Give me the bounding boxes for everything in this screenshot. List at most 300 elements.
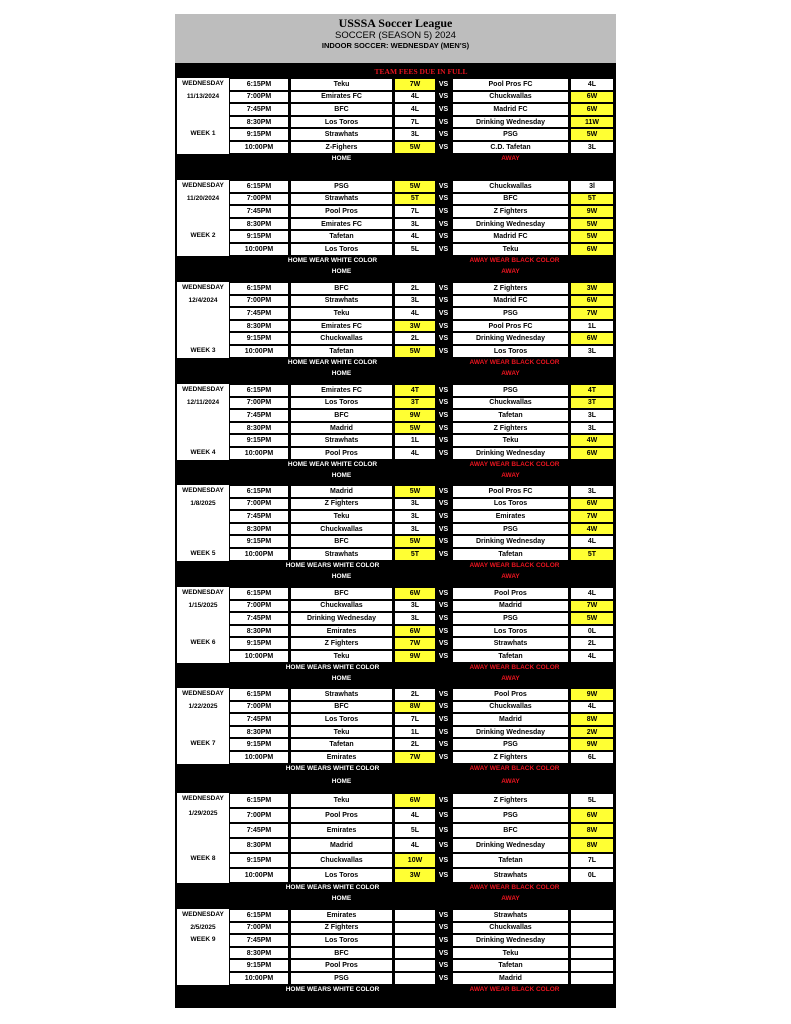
vs-label: VS: [438, 538, 449, 546]
week-number: WEEK 1: [190, 130, 216, 138]
vs-label: VS: [438, 182, 449, 190]
away-team: Pool Pros FC: [452, 78, 569, 91]
vs-label: VS: [438, 233, 449, 241]
home-result: 5W: [394, 535, 436, 548]
home-result: 4L: [394, 230, 436, 243]
game-time: 7:00PM: [229, 808, 289, 823]
game-time: 7:00PM: [229, 498, 289, 511]
game-time: 10:00PM: [229, 141, 289, 154]
game-time: 6:15PM: [229, 688, 289, 701]
week-number: WEEK 4: [190, 449, 216, 456]
home-result: 1L: [394, 726, 436, 739]
game-time: 7:00PM: [229, 600, 289, 613]
home-result: 2L: [394, 738, 436, 751]
week-number: WEEK 3: [190, 347, 216, 354]
game-time: 7:45PM: [229, 713, 289, 726]
home-result: 5L: [394, 823, 436, 838]
game-time: 6:15PM: [229, 180, 289, 193]
home-team: Emirates FC: [290, 218, 393, 231]
home-team: Strawhats: [290, 688, 393, 701]
league-title: USSSA Soccer League: [338, 16, 453, 30]
away-team: Drinking Wednesday: [452, 838, 569, 853]
game-time: 6:15PM: [229, 793, 289, 808]
home-result: 4L: [394, 91, 436, 104]
home-team: Los Toros: [290, 243, 393, 256]
week-number: WEEK 5: [190, 550, 216, 557]
week-day: WEDNESDAY: [182, 284, 224, 291]
game-time: 8:30PM: [229, 625, 289, 638]
away-team: Z Fighters: [452, 751, 569, 764]
week-info: [177, 587, 229, 663]
vs-label: VS: [438, 690, 449, 698]
game-time: 10:00PM: [229, 548, 289, 561]
vs-label: VS: [438, 703, 449, 711]
away-team: Drinking Wednesday: [452, 332, 569, 345]
game-time: 8:30PM: [229, 320, 289, 333]
home-result: 3W: [394, 320, 436, 333]
vs-label: VS: [438, 640, 449, 648]
game-time: 7:00PM: [229, 922, 289, 935]
game-time: 9:15PM: [229, 434, 289, 447]
home-wear-note: HOME WEARS WHITE COLOR: [285, 985, 380, 993]
away-team: Tafetan: [452, 650, 569, 663]
away-result: 7W: [570, 510, 614, 523]
away-column-label: AWAY: [501, 471, 520, 479]
vs-label: VS: [438, 322, 449, 330]
home-team: Chuckwallas: [290, 332, 393, 345]
away-team: Z Fighters: [452, 282, 569, 295]
home-result: [394, 909, 436, 922]
home-team: Teku: [290, 307, 393, 320]
home-team: Tafetan: [290, 230, 393, 243]
game-time: 10:00PM: [229, 972, 289, 985]
game-time: 9:15PM: [229, 332, 289, 345]
away-team: Los Toros: [452, 345, 569, 358]
game-time: 9:15PM: [229, 637, 289, 650]
vs-label: VS: [438, 449, 449, 457]
home-result: 3L: [394, 218, 436, 231]
away-wear-note: AWAY WEAR BLACK COLOR: [469, 256, 560, 264]
header: [175, 14, 616, 63]
vs-label: VS: [438, 652, 449, 660]
home-team: Tafetan: [290, 738, 393, 751]
away-team: PSG: [452, 523, 569, 536]
home-team: BFC: [290, 535, 393, 548]
home-result: 4L: [394, 103, 436, 116]
away-team: Chuckwallas: [452, 397, 569, 410]
away-result: 8W: [570, 713, 614, 726]
game-time: 8:30PM: [229, 726, 289, 739]
vs-label: VS: [438, 93, 449, 101]
home-result: 7L: [394, 205, 436, 218]
home-team: Teku: [290, 793, 393, 808]
away-team: Drinking Wednesday: [452, 726, 569, 739]
home-result: 2L: [394, 332, 436, 345]
game-time: 7:45PM: [229, 510, 289, 523]
away-result: 4L: [570, 535, 614, 548]
away-result: 1L: [570, 320, 614, 333]
week-date: 12/11/2024: [186, 398, 220, 406]
away-result: 0L: [570, 625, 614, 638]
home-team: Drinking Wednesday: [290, 612, 393, 625]
away-result: 6W: [570, 295, 614, 308]
away-team: PSG: [452, 612, 569, 625]
home-team: Z-Fighers: [290, 141, 393, 154]
away-result: 6W: [570, 243, 614, 256]
away-result: [570, 972, 614, 985]
away-result: 4L: [570, 701, 614, 714]
home-result: 5W: [394, 180, 436, 193]
home-wear-note: HOME WEARS WHITE COLOR: [285, 764, 380, 772]
home-team: BFC: [290, 947, 393, 960]
game-time: 8:30PM: [229, 422, 289, 435]
away-team: Tafetan: [452, 548, 569, 561]
away-result: 5W: [570, 218, 614, 231]
away-team: Chuckwallas: [452, 91, 569, 104]
game-time: 8:30PM: [229, 116, 289, 129]
home-team: Emirates FC: [290, 320, 393, 333]
away-team: Drinking Wednesday: [452, 116, 569, 129]
home-team: Strawhats: [290, 295, 393, 308]
vs-label: VS: [438, 550, 449, 558]
away-column-label: AWAY: [501, 777, 520, 785]
home-result: 5T: [394, 548, 436, 561]
home-team: Teku: [290, 726, 393, 739]
away-wear-note: AWAY WEAR BLACK COLOR: [469, 884, 560, 891]
game-time: 6:15PM: [229, 78, 289, 91]
away-result: 6W: [570, 447, 614, 460]
away-team: Teku: [452, 947, 569, 960]
away-result: 7L: [570, 853, 614, 868]
home-result: 8W: [394, 701, 436, 714]
away-result: 6W: [570, 332, 614, 345]
week-number: WEEK 2: [190, 232, 216, 240]
away-result: 8W: [570, 823, 614, 838]
vs-label: VS: [438, 949, 449, 957]
away-team: Emirates: [452, 510, 569, 523]
week-day: WEDNESDAY: [182, 487, 224, 494]
vs-label: VS: [438, 131, 449, 139]
home-result: 7W: [394, 637, 436, 650]
game-time: 10:00PM: [229, 243, 289, 256]
home-result: [394, 922, 436, 935]
away-result: 6W: [570, 103, 614, 116]
home-team: Madrid: [290, 485, 393, 498]
away-team: Z Fighters: [452, 205, 569, 218]
week-date: 1/8/2025: [190, 499, 216, 507]
away-result: 3L: [570, 345, 614, 358]
away-result: 3W: [570, 282, 614, 295]
away-result: 7W: [570, 307, 614, 320]
away-result: 7W: [570, 600, 614, 613]
home-result: 4L: [394, 307, 436, 320]
vs-label: VS: [438, 386, 449, 394]
away-wear-note: AWAY WEAR BLACK COLOR: [469, 985, 560, 993]
home-column-label: HOME: [331, 895, 352, 902]
week-date: 1/15/2025: [188, 601, 218, 609]
game-time: 10:00PM: [229, 447, 289, 460]
away-team: Tafetan: [452, 853, 569, 868]
away-team: C.D. Tafetan: [452, 141, 569, 154]
game-time: 7:45PM: [229, 409, 289, 422]
game-time: 9:15PM: [229, 230, 289, 243]
away-result: 3T: [570, 397, 614, 410]
home-team: Los Toros: [290, 116, 393, 129]
game-time: 7:00PM: [229, 295, 289, 308]
away-column-label: AWAY: [501, 895, 520, 902]
home-team: Z Fighters: [290, 637, 393, 650]
home-team: Pool Pros: [290, 959, 393, 972]
away-result: 6W: [570, 91, 614, 104]
home-wear-note: HOME WEARS WHITE COLOR: [285, 884, 380, 891]
game-time: 9:15PM: [229, 738, 289, 751]
away-result: [570, 959, 614, 972]
home-team: Strawhats: [290, 193, 393, 206]
away-team: PSG: [452, 307, 569, 320]
vs-label: VS: [438, 872, 449, 879]
game-time: 8:30PM: [229, 947, 289, 960]
away-team: Tafetan: [452, 409, 569, 422]
home-result: 7L: [394, 116, 436, 129]
away-result: 4W: [570, 523, 614, 536]
home-team: Chuckwallas: [290, 523, 393, 536]
vs-label: VS: [438, 399, 449, 407]
home-team: BFC: [290, 701, 393, 714]
away-result: 3L: [570, 409, 614, 422]
game-time: 7:00PM: [229, 701, 289, 714]
away-result: 6W: [570, 498, 614, 511]
home-result: 4L: [394, 838, 436, 853]
game-time: 9:15PM: [229, 535, 289, 548]
vs-label: VS: [438, 974, 449, 982]
vs-label: VS: [438, 207, 449, 215]
vs-label: VS: [438, 741, 449, 749]
home-team: Los Toros: [290, 713, 393, 726]
week-info: [177, 793, 229, 883]
away-result: 0L: [570, 868, 614, 883]
home-team: Los Toros: [290, 934, 393, 947]
home-result: [394, 959, 436, 972]
away-result: 4L: [570, 587, 614, 600]
away-team: Madrid FC: [452, 103, 569, 116]
game-time: 6:15PM: [229, 384, 289, 397]
game-time: 9:15PM: [229, 128, 289, 141]
vs-label: VS: [438, 812, 449, 819]
week-number: WEEK 7: [190, 740, 216, 748]
game-time: 7:45PM: [229, 103, 289, 116]
week-info: [177, 688, 229, 764]
away-team: Tafetan: [452, 959, 569, 972]
away-result: 3L: [570, 141, 614, 154]
home-team: PSG: [290, 180, 393, 193]
away-result: [570, 947, 614, 960]
home-team: Pool Pros: [290, 808, 393, 823]
away-wear-note: AWAY WEAR BLACK COLOR: [469, 764, 560, 772]
away-team: Madrid FC: [452, 295, 569, 308]
away-result: 5L: [570, 793, 614, 808]
week-number: WEEK 6: [190, 639, 216, 647]
away-team: PSG: [452, 808, 569, 823]
home-team: Chuckwallas: [290, 600, 393, 613]
home-team: Emirates: [290, 823, 393, 838]
game-time: 7:00PM: [229, 193, 289, 206]
away-team: Strawhats: [452, 637, 569, 650]
away-column-label: AWAY: [501, 369, 520, 377]
vs-label: VS: [438, 245, 449, 253]
away-team: Pool Pros: [452, 587, 569, 600]
away-team: Pool Pros: [452, 688, 569, 701]
vs-label: VS: [438, 842, 449, 849]
vs-label: VS: [438, 512, 449, 520]
vs-label: VS: [438, 924, 449, 932]
home-team: Madrid: [290, 838, 393, 853]
game-time: 8:30PM: [229, 218, 289, 231]
home-team: Strawhats: [290, 548, 393, 561]
fees-notice: TEAM FEES DUE IN FULL: [374, 67, 468, 76]
away-team: Strawhats: [452, 868, 569, 883]
week-date: 2/5/2025: [190, 923, 216, 931]
home-team: Strawhats: [290, 128, 393, 141]
vs-label: VS: [438, 911, 449, 919]
game-time: 10:00PM: [229, 650, 289, 663]
away-team: Pool Pros FC: [452, 320, 569, 333]
week-day: WEDNESDAY: [182, 386, 224, 393]
away-result: 5T: [570, 193, 614, 206]
away-team: Chuckwallas: [452, 180, 569, 193]
game-time: 7:45PM: [229, 205, 289, 218]
away-wear-note: AWAY WEAR BLACK COLOR: [469, 663, 560, 671]
home-result: 3T: [394, 397, 436, 410]
home-result: 3L: [394, 612, 436, 625]
vs-label: VS: [438, 437, 449, 445]
home-team: Emirates FC: [290, 384, 393, 397]
away-result: 9W: [570, 738, 614, 751]
away-team: PSG: [452, 384, 569, 397]
game-time: 6:15PM: [229, 587, 289, 600]
away-result: 4L: [570, 650, 614, 663]
home-result: 3L: [394, 498, 436, 511]
home-wear-note: HOME WEAR WHITE COLOR: [287, 256, 378, 264]
away-team: Drinking Wednesday: [452, 218, 569, 231]
vs-label: VS: [438, 589, 449, 597]
game-time: 7:45PM: [229, 612, 289, 625]
away-team: Los Toros: [452, 498, 569, 511]
week-day: WEDNESDAY: [182, 911, 224, 918]
away-column-label: AWAY: [501, 154, 520, 162]
home-team: PSG: [290, 972, 393, 985]
home-result: 3L: [394, 295, 436, 308]
away-result: 5W: [570, 230, 614, 243]
away-wear-note: AWAY WEAR BLACK COLOR: [469, 460, 560, 468]
week-number: WEEK 9: [190, 936, 216, 944]
home-result: 4L: [394, 447, 436, 460]
home-team: Emirates: [290, 625, 393, 638]
home-result: 5T: [394, 193, 436, 206]
away-team: Los Toros: [452, 625, 569, 638]
home-wear-note: HOME WEARS WHITE COLOR: [285, 561, 380, 569]
home-result: 2L: [394, 688, 436, 701]
away-result: 3L: [570, 422, 614, 435]
vs-label: VS: [438, 143, 449, 151]
game-time: 6:15PM: [229, 485, 289, 498]
home-team: Tafetan: [290, 345, 393, 358]
away-team: Chuckwallas: [452, 922, 569, 935]
week-date: 11/20/2024: [186, 194, 220, 202]
home-team: Emirates FC: [290, 91, 393, 104]
home-team: Strawhats: [290, 434, 393, 447]
home-result: 6W: [394, 625, 436, 638]
home-result: 5L: [394, 243, 436, 256]
home-column-label: HOME: [331, 154, 352, 162]
away-result: 9W: [570, 688, 614, 701]
home-result: 5W: [394, 485, 436, 498]
away-team: BFC: [452, 823, 569, 838]
vs-label: VS: [438, 728, 449, 736]
away-team: Strawhats: [452, 909, 569, 922]
home-result: 6W: [394, 793, 436, 808]
away-column-label: AWAY: [501, 267, 520, 275]
away-result: 3l: [570, 180, 614, 193]
away-result: 4W: [570, 434, 614, 447]
home-team: Teku: [290, 650, 393, 663]
away-result: 3L: [570, 485, 614, 498]
week-day: WEDNESDAY: [182, 589, 224, 596]
week-day: WEDNESDAY: [182, 795, 224, 802]
home-team: Los Toros: [290, 868, 393, 883]
home-result: [394, 947, 436, 960]
game-time: 9:15PM: [229, 959, 289, 972]
home-team: Madrid: [290, 422, 393, 435]
away-team: Madrid FC: [452, 230, 569, 243]
vs-label: VS: [438, 80, 449, 88]
vs-label: VS: [438, 347, 449, 355]
game-time: 7:00PM: [229, 91, 289, 104]
away-result: 8W: [570, 838, 614, 853]
home-team: BFC: [290, 409, 393, 422]
home-result: 3L: [394, 523, 436, 536]
away-team: Z Fighters: [452, 793, 569, 808]
home-column-label: HOME: [331, 267, 352, 275]
home-team: Z Fighters: [290, 922, 393, 935]
away-team: Z Fighters: [452, 422, 569, 435]
vs-label: VS: [438, 309, 449, 317]
week-day: WEDNESDAY: [182, 690, 224, 697]
away-result: 2L: [570, 637, 614, 650]
home-result: 7W: [394, 751, 436, 764]
home-column-label: HOME: [331, 777, 352, 785]
game-time: 7:45PM: [229, 307, 289, 320]
home-team: BFC: [290, 103, 393, 116]
week-date: 11/13/2024: [186, 92, 220, 100]
home-result: 1L: [394, 434, 436, 447]
home-result: 5W: [394, 141, 436, 154]
vs-label: VS: [438, 525, 449, 533]
home-column-label: HOME: [331, 369, 352, 377]
away-team: Pool Pros FC: [452, 485, 569, 498]
home-result: [394, 972, 436, 985]
home-team: Los Toros: [290, 397, 393, 410]
vs-label: VS: [438, 962, 449, 970]
vs-label: VS: [438, 857, 449, 864]
home-team: Teku: [290, 510, 393, 523]
home-team: BFC: [290, 587, 393, 600]
vs-label: VS: [438, 500, 449, 508]
away-result: [570, 922, 614, 935]
vs-label: VS: [438, 118, 449, 126]
home-result: 5W: [394, 422, 436, 435]
vs-label: VS: [438, 614, 449, 622]
home-result: 4T: [394, 384, 436, 397]
